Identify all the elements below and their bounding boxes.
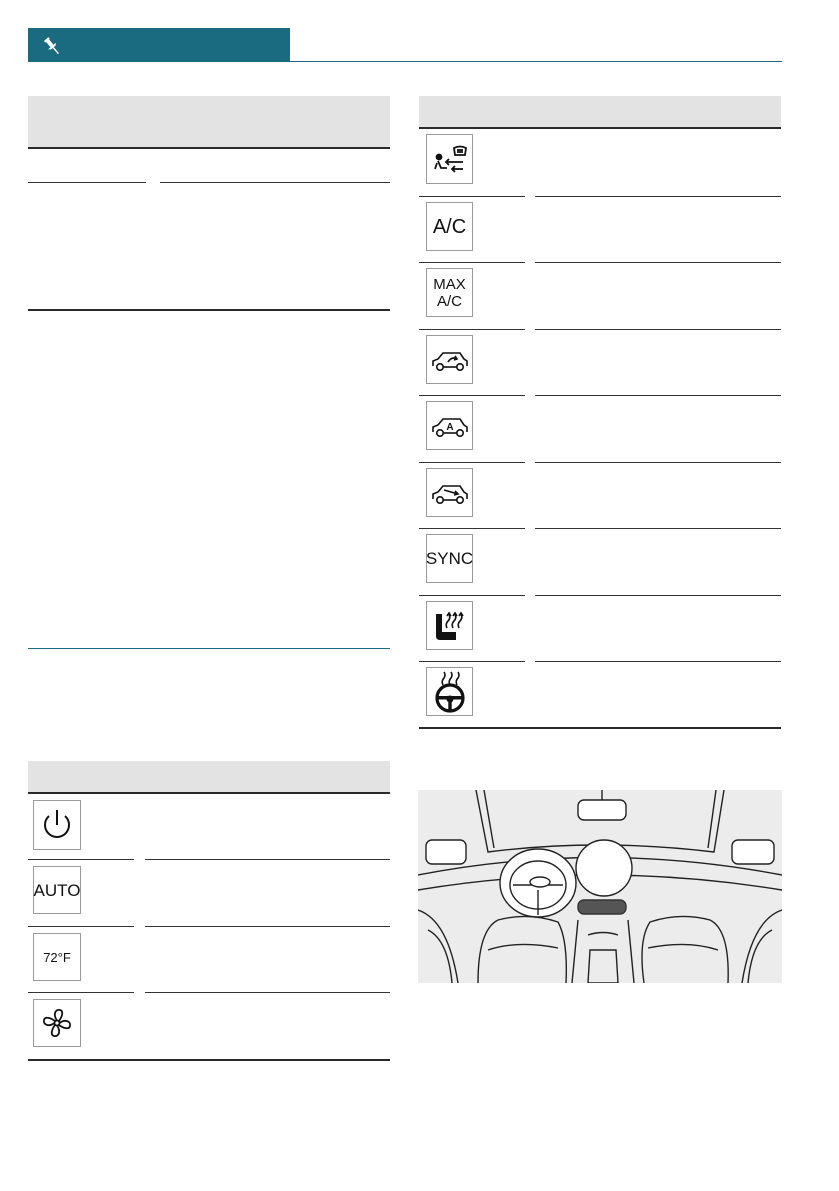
table-row-divider (145, 859, 390, 860)
table-row-divider (419, 196, 525, 197)
temperature-label: 72°F (43, 949, 71, 965)
table-rule (28, 147, 390, 149)
table-row-divider (535, 262, 781, 263)
table-row-divider (535, 462, 781, 463)
table-row-divider (535, 528, 781, 529)
table-row-divider (419, 262, 525, 263)
auto-label: AUTO (33, 880, 81, 900)
car-interior-illustration (418, 790, 782, 983)
table-row-divider (535, 395, 781, 396)
car-fresh-air-icon (430, 478, 470, 508)
table-row-divider (160, 182, 390, 183)
max-ac-label: A/C (436, 292, 462, 310)
table-row-divider (419, 329, 525, 330)
auto-recirc-letter: A (445, 421, 454, 433)
pin-icon (40, 34, 64, 58)
section-header-bar (28, 28, 290, 62)
header-rule (290, 61, 782, 62)
sync-label: SYNC (425, 549, 474, 568)
seat-heating-symbol (426, 601, 473, 650)
table-row-divider (145, 992, 390, 993)
table-header-right (419, 96, 781, 127)
steering-wheel-heating-icon (430, 671, 470, 713)
max-label: MAX (433, 275, 466, 293)
seat-heating-icon (430, 606, 470, 646)
table-row-divider (419, 661, 525, 662)
table-bottom-rule (28, 1059, 390, 1061)
table-row-divider (28, 182, 146, 183)
power-button-symbol (33, 800, 81, 850)
table-bottom-rule (28, 309, 390, 311)
table-row-divider (419, 395, 525, 396)
table-row-divider (145, 926, 390, 927)
table-row-divider (28, 859, 134, 860)
temperature-symbol (33, 933, 81, 981)
seat-air-defrost-symbol (426, 134, 473, 184)
table-bottom-rule (419, 727, 781, 729)
table-row-divider (535, 329, 781, 330)
auto-button-symbol (33, 866, 81, 914)
fan-symbol (33, 999, 81, 1047)
table-header-left-bottom (28, 761, 390, 792)
table-row-divider (535, 196, 781, 197)
max-ac-button-symbol (426, 268, 473, 317)
car-auto-recirculation-icon (430, 411, 470, 441)
table-rule (419, 127, 781, 129)
car-recirculation-icon (430, 345, 470, 375)
ac-label: A/C (432, 215, 467, 238)
seat-air-defrost-icon (430, 139, 470, 179)
recirculation-symbol (426, 335, 473, 384)
fresh-air-symbol (426, 468, 473, 517)
auto-recirculation-symbol (426, 401, 473, 450)
section-divider (28, 648, 390, 649)
steering-wheel-heating-symbol (426, 667, 473, 716)
table-row-divider (28, 992, 134, 993)
table-row-divider (28, 926, 134, 927)
ac-button-symbol (426, 202, 473, 251)
table-header-left-top (28, 96, 390, 148)
table-rule (28, 792, 390, 794)
sync-button-symbol (426, 534, 473, 583)
table-row-divider (535, 595, 781, 596)
table-row-divider (535, 661, 781, 662)
power-icon (39, 807, 75, 843)
table-row-divider (419, 462, 525, 463)
table-row-divider (419, 528, 525, 529)
fan-icon (39, 1005, 75, 1041)
table-row-divider (419, 595, 525, 596)
